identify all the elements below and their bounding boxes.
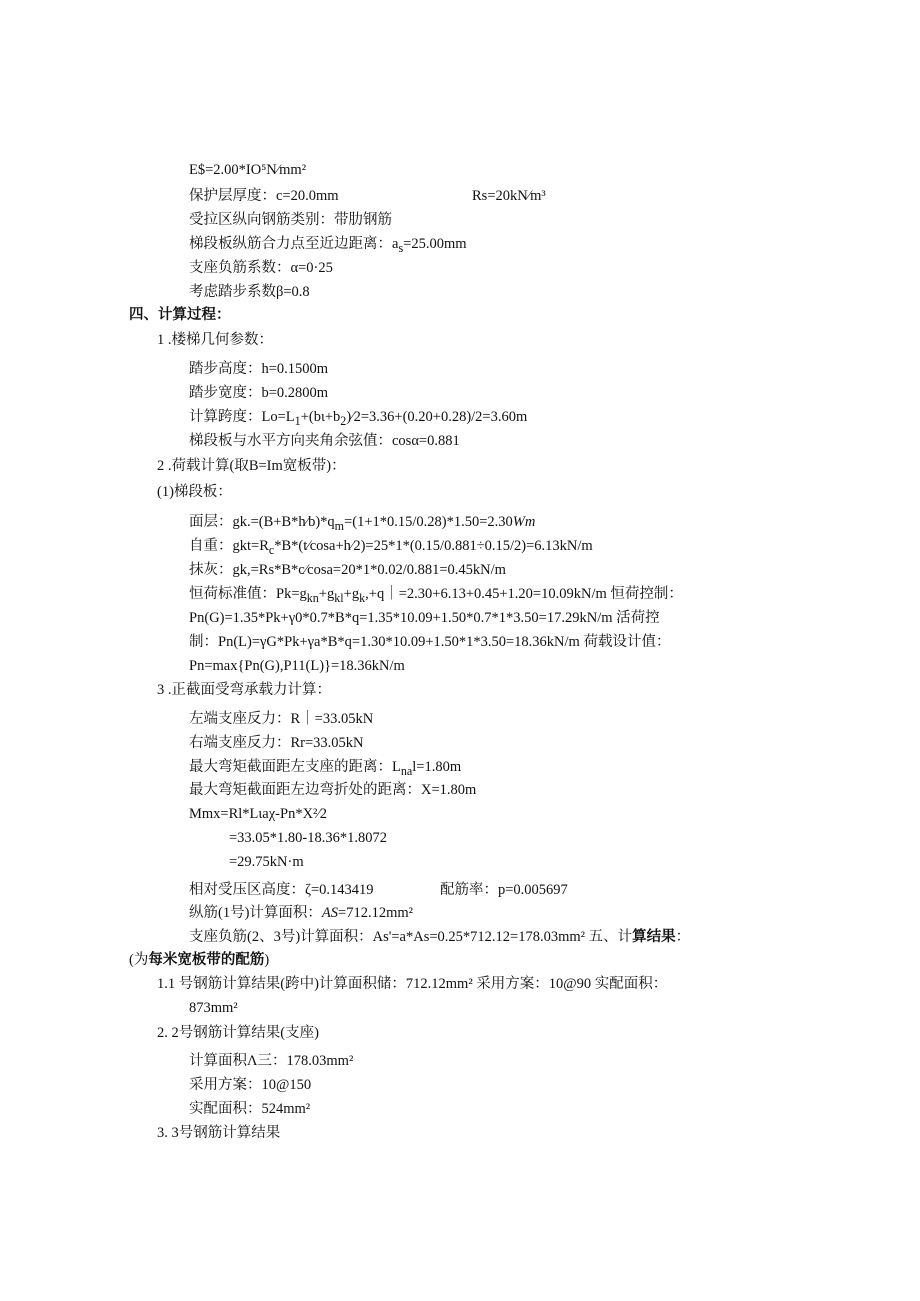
main-rebar-area-line: 纵筋(1号)计算面积：AS=712.12mm²	[189, 905, 413, 921]
max-moment-x-line: 最大弯矩截面距左边弯折处的距离：X=1.80m	[189, 782, 477, 798]
rebar-3-heading: 3. 3号钢筋计算结果	[157, 1125, 281, 1141]
plaster-line: 抹灰：gk,=Rs*B*c∕cosa=20*1*0.02/0.881=0.45kN/m	[189, 562, 506, 578]
stair-slab-heading: (1)梯段板：	[157, 484, 232, 500]
rebar-type-line: 受拉区纵向钢筋类别：带肋钢筋	[189, 212, 392, 228]
span-line: 计算跨度：$Lo=L_1+(b\iota+b_2)∕2=3.36+(0.20+0.28)/2=3.60m$	[189, 409, 528, 428]
rebar-2-heading: 2. 2号钢筋计算结果(支座)	[157, 1025, 319, 1041]
dead-control-line: Pn(G)=1.35*Pk+γ0*0.7*B*q=1.35*10.09+1.50*0.7*1*3.50=17.29kN/m 活荷控	[189, 610, 660, 626]
alpha-line: 支座负筋系数：α=0·25	[189, 260, 333, 276]
rebar-1-result-line: 1.1 号钢筋计算结果(跨中)计算面积储：712.12mm² 采用方案：10@90 实配面积：	[157, 976, 668, 992]
moment-formula-line: Mmx=Rl*Lιaχ-Pn*X²∕2	[189, 806, 328, 822]
step-width-line: 踏步宽度：b=0.2800m	[189, 385, 329, 401]
rs-value: Rs=20kN∕m³	[472, 188, 546, 204]
left-reaction-line: 左端支座反力：R｜=33.05kN	[189, 711, 374, 727]
rebar-2-calc-area: 计算面积Λ三：178.03mm²	[189, 1053, 354, 1069]
surface-layer-line: 面层：$gk.=(B+B*h∕b)*q_m=(1+1*0.15/0.28)*1.50=2.30Wm$	[189, 514, 536, 533]
negative-rebar-area-line: 支座负筋(2、3号)计算面积：As'=a*As=0.25*712.12=178.03mm² 五、计算结果：	[189, 929, 691, 945]
relative-height-line: 相对受压区高度：ζ=0.143419	[189, 882, 374, 898]
rebar-2-scheme: 采用方案：10@150	[189, 1077, 312, 1093]
step-height-line: 踏步高度：h=0.1500m	[189, 361, 329, 377]
moment-calc-line: =33.05*1.80-18.36*1.8072	[229, 830, 388, 846]
as-distance-line: 梯段板纵筋合力点至近边距离：$a_s=25.00mm$	[189, 236, 467, 255]
right-reaction-line: 右端支座反力：Rr=33.05kN	[189, 735, 364, 751]
live-control-line: 制：Pn(L)=γG*Pk+γa*B*q=1.30*10.09+1.50*1*3.50=18.36kN/m 荷载设计值：	[189, 634, 671, 650]
flexure-heading: 3 .正截面受弯承载力计算：	[157, 682, 331, 698]
geometry-heading: 1 .楼梯几何参数：	[157, 332, 273, 348]
section-4-heading: 四、计算过程：	[129, 307, 231, 323]
es-line: E$=2.00*IO⁵N∕mm²	[189, 162, 307, 178]
load-heading: 2 .荷载计算(取B=Im宽板带)：	[157, 458, 346, 474]
rebar-1-actual-area: 873mm²	[189, 1000, 238, 1016]
moment-result-line: =29.75kN·m	[229, 854, 304, 870]
max-moment-distance-line: 最大弯矩截面距左支座的距离：$L_{na}l=1.80m$	[189, 759, 462, 778]
rebar-2-actual-area: 实配面积：524mm²	[189, 1101, 311, 1117]
per-meter-note: (为每米宽板带的配筋)	[129, 952, 270, 968]
self-weight-line: 自重：$gkt=R_c*B*(t∕\cos a+h∕2)=25*1*(0.15/0.881\div 0.15/2)=6.13kN/m$	[189, 538, 593, 557]
cosine-line: 梯段板与水平方向夹角余弦值：cosα=0.881	[189, 433, 460, 449]
reinforcement-ratio: 配筋率：p=0.005697	[440, 882, 568, 898]
design-load-line: Pn=max{Pn(G),P11(L)}=18.36kN/m	[189, 658, 405, 674]
beta-line: 考虑踏步系数β=0.8	[189, 284, 310, 300]
cover-line: 保护层厚度：c=20.0mm	[189, 188, 339, 204]
dead-load-line: 恒荷标准值：$Pk=g_{kn}+g_{kl}+g_k,+q|=2.30+6.13+0.45+1.20=10.09kN/m$ 恒荷控制：	[189, 586, 683, 605]
